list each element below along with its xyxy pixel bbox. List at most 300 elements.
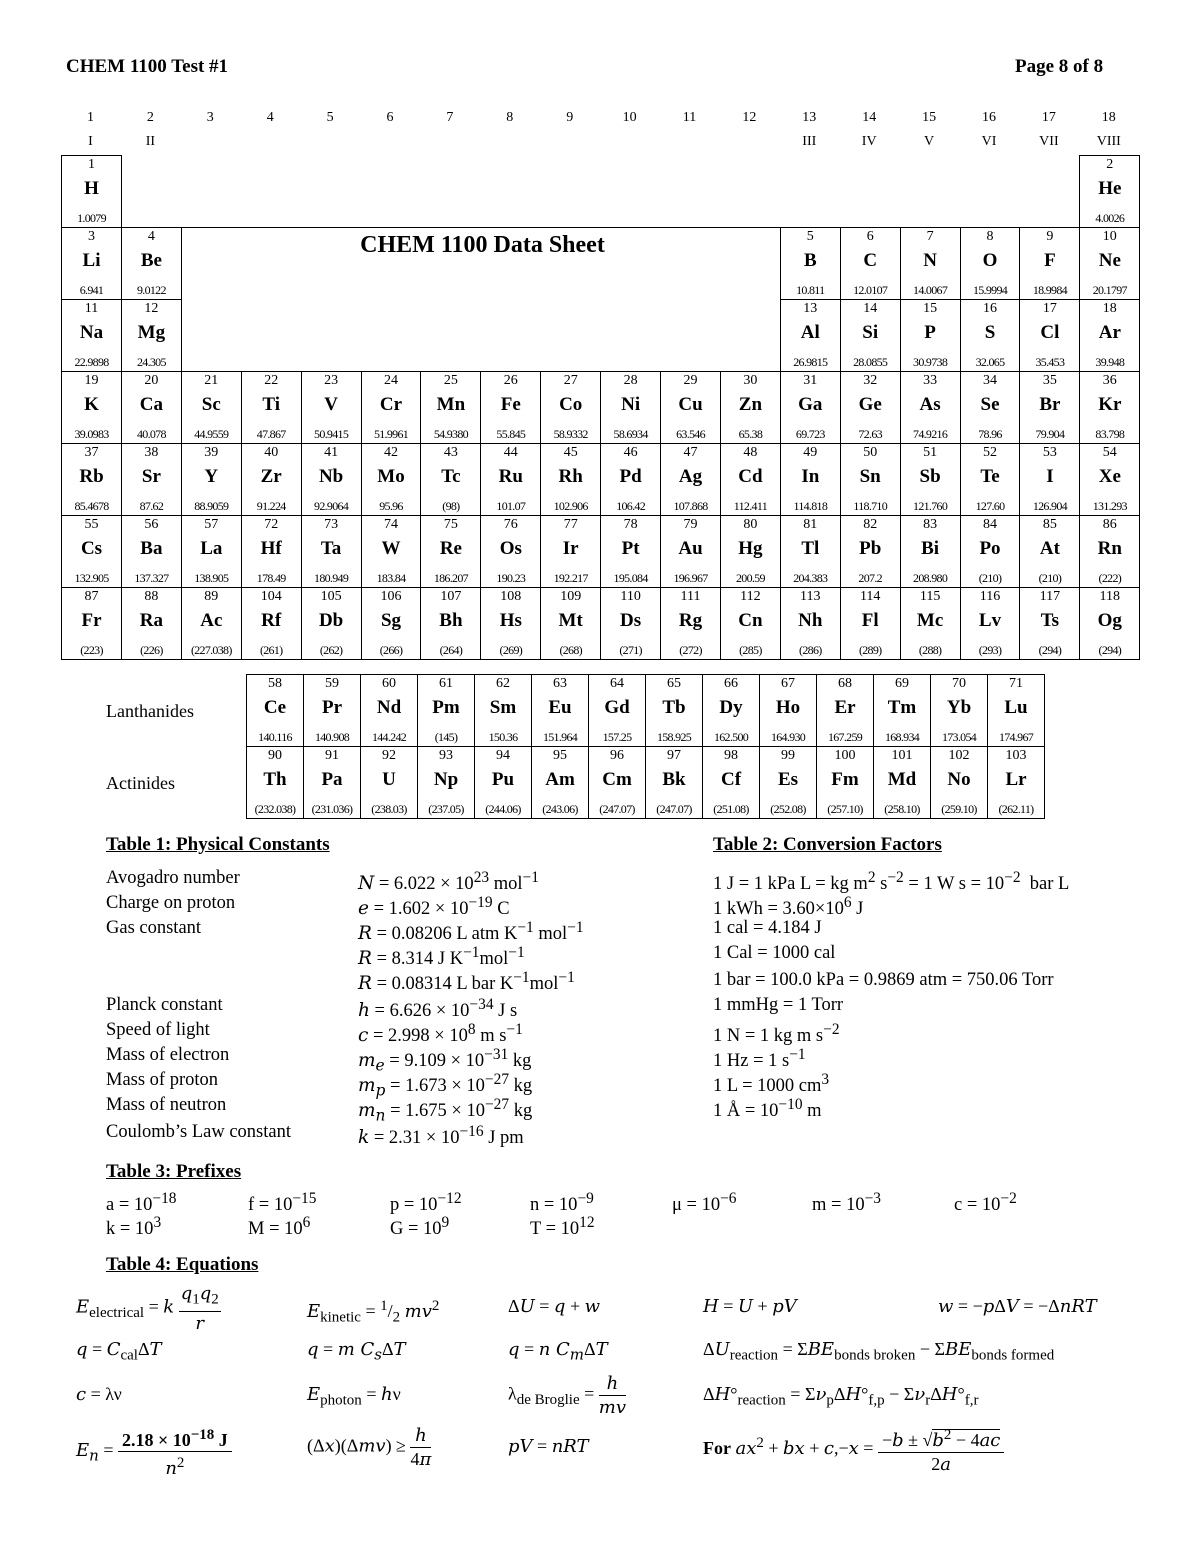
element-atomic-number: 87: [84, 589, 99, 604]
conversion-joule: 1 J = 1 kPa L = kg $m^2$ $s^{-2} = 1$ W $s = 10^{-2}$ bar L: [713, 869, 1070, 895]
prefix-atto: $a = 10^{-18}$: [106, 1190, 177, 1216]
element-mass: 30.9738: [913, 355, 948, 369]
element-mass: (251.08): [713, 802, 749, 816]
element-symbol: Ar: [1098, 322, 1121, 343]
element-mass: 74.9216: [913, 427, 948, 441]
element-atomic-number: 76: [503, 517, 518, 532]
element-atomic-number: 108: [500, 589, 522, 604]
element-symbol: Zn: [738, 394, 763, 415]
element-symbol: Lu: [1004, 697, 1028, 718]
element-mass: 144.242: [371, 730, 407, 744]
element-cell: [301, 587, 362, 660]
element-atomic-number: 59: [325, 676, 339, 691]
element-symbol: Mg: [137, 322, 166, 343]
table2-title: Table 2: Conversion Factors: [713, 834, 942, 855]
element-symbol: Fm: [831, 769, 859, 790]
element-cell: [61, 227, 122, 300]
element-cell: [1079, 587, 1140, 660]
element-symbol: Md: [887, 769, 917, 790]
element-symbol: Gd: [604, 697, 630, 718]
element-symbol: Sb: [919, 466, 941, 487]
element-symbol: Th: [263, 769, 287, 790]
header-page-number: Page 8 of 8: [1015, 56, 1104, 77]
element-symbol: Ba: [140, 538, 163, 559]
element-cell: [1079, 443, 1140, 516]
eq-photon-energy: $E_{photon} = h\nu$: [307, 1384, 401, 1409]
element-symbol: O: [982, 250, 998, 271]
element-cell: [660, 587, 721, 660]
element-atomic-number: 97: [667, 748, 681, 763]
element-atomic-number: 107: [440, 589, 462, 604]
constant-name: Charge on proton: [106, 893, 236, 913]
element-atomic-number: 18: [1102, 301, 1117, 316]
element-mass: 51.9961: [373, 427, 409, 441]
data-sheet-title: CHEM 1100 Data Sheet: [360, 232, 605, 258]
element-symbol: Ni: [621, 394, 641, 415]
gas-constant-atm-value: R = 0.08206 L atm $K^{-1}$ mol$^{-1}$: [358, 919, 584, 945]
element-atomic-number: 80: [743, 517, 758, 532]
prefix-femto: $f = 10^{-15}$: [248, 1190, 317, 1216]
eq-quadratic: For $ax^2$ + bx + c,−x = $\frac{-b \pm √b^2 - 4ac}{2a}$: [703, 1424, 1004, 1476]
element-mass: 55.845: [496, 427, 526, 441]
element-atomic-number: 72: [264, 517, 279, 532]
element-atomic-number: 29: [683, 373, 698, 388]
element-atomic-number: 58: [268, 676, 282, 691]
element-symbol: Ne: [1098, 250, 1121, 271]
actinides-label: Actinides: [106, 773, 175, 793]
element-mass: 157.25: [602, 730, 632, 744]
element-mass: 15.9994: [972, 283, 1008, 297]
element-mass: 174.967: [998, 730, 1034, 744]
element-mass: 4.0026: [1095, 211, 1125, 225]
element-atomic-number: 16: [983, 301, 997, 316]
element-atomic-number: 49: [803, 445, 818, 460]
element-symbol: Ho: [775, 697, 801, 718]
element-mass: (266): [379, 643, 403, 657]
element-symbol: Ac: [200, 610, 223, 631]
element-atomic-number: 6: [866, 229, 874, 244]
element-symbol: Te: [980, 466, 1000, 487]
constant-name: Avogadro number: [106, 868, 240, 888]
element-cell: [181, 371, 242, 444]
element-mass: 168.934: [884, 730, 920, 744]
element-atomic-number: 89: [204, 589, 219, 604]
element-atomic-number: 11: [84, 301, 99, 316]
element-symbol: Mn: [436, 394, 466, 415]
element-cell: [840, 227, 901, 300]
element-cell: [417, 674, 475, 747]
element-atomic-number: 55: [84, 517, 99, 532]
element-symbol: Ca: [139, 394, 163, 415]
element-mass: 6.941: [79, 283, 104, 297]
element-symbol: Rh: [558, 466, 583, 487]
element-mass: (247.07): [656, 802, 692, 816]
element-mass: 180.949: [314, 571, 349, 585]
element-symbol: Lv: [978, 610, 1002, 631]
element-cell: [301, 443, 362, 516]
element-cell: [181, 515, 242, 588]
element-atomic-number: 115: [919, 589, 941, 604]
element-atomic-number: 117: [1039, 589, 1061, 604]
element-cell: [417, 746, 475, 819]
element-atomic-number: 41: [324, 445, 339, 460]
element-cell: [1019, 371, 1080, 444]
element-atomic-number: 33: [923, 373, 938, 388]
element-atomic-number: 86: [1102, 517, 1117, 532]
element-atomic-number: 104: [260, 589, 282, 604]
group-roman: IV: [861, 134, 877, 149]
element-cell: [960, 227, 1021, 300]
element-atomic-number: 116: [979, 589, 1001, 604]
element-symbol: Rg: [678, 610, 703, 631]
element-atomic-number: 64: [610, 676, 624, 691]
element-atomic-number: 99: [781, 748, 795, 763]
element-mass: (261): [259, 643, 283, 657]
element-atomic-number: 70: [952, 676, 966, 691]
element-atomic-number: 106: [380, 589, 402, 604]
element-mass: 35.453: [1035, 355, 1065, 369]
element-symbol: Pu: [491, 769, 515, 790]
element-mass: (98): [442, 499, 460, 513]
element-mass: 114.818: [793, 499, 828, 513]
element-atomic-number: 52: [983, 445, 997, 460]
element-atomic-number: 95: [553, 748, 567, 763]
element-cell: [840, 371, 901, 444]
element-mass: 83.798: [1095, 427, 1125, 441]
gas-constant-j-value: R = 8.314 J $K^{-1}mol^{-1}$: [358, 944, 525, 970]
element-atomic-number: 13: [803, 301, 818, 316]
eq-ideal-gas: pV = nRT: [508, 1436, 589, 1457]
element-atomic-number: 40: [264, 445, 279, 460]
element-atomic-number: 98: [724, 748, 738, 763]
element-symbol: Ru: [498, 466, 523, 487]
element-atomic-number: 28: [623, 373, 638, 388]
planck-value: $h = 6.626 \times 10^{-34}$ J s: [358, 996, 518, 1022]
eq-de-broglie: $\lambda_{de Broglie}$ = $\frac{h}{mv}$: [508, 1373, 627, 1418]
element-mass: 87.62: [139, 499, 164, 513]
element-symbol: Sm: [489, 697, 517, 718]
element-cell: [780, 515, 841, 588]
element-symbol: Tm: [887, 697, 917, 718]
element-cell: [303, 746, 361, 819]
element-symbol: Hf: [260, 538, 282, 559]
element-atomic-number: 25: [443, 373, 458, 388]
element-symbol: Zr: [260, 466, 282, 487]
prefix-tera: $T = 10^{12}$: [530, 1214, 595, 1240]
element-mass: 50.9415: [314, 427, 349, 441]
element-cell: [361, 443, 422, 516]
group-roman: V: [924, 134, 935, 149]
group-number: 9: [566, 110, 574, 125]
group-number: 18: [1101, 110, 1116, 125]
element-atomic-number: 35: [1042, 373, 1057, 388]
element-mass: 32.065: [975, 355, 1005, 369]
element-mass: (210): [978, 571, 1002, 585]
element-cell: [1079, 155, 1140, 228]
element-atomic-number: 15: [923, 301, 938, 316]
element-symbol: Am: [545, 769, 575, 790]
element-symbol: Pd: [619, 466, 642, 487]
element-mass: 138.905: [194, 571, 229, 585]
element-cell: [360, 674, 418, 747]
element-mass: 10.811: [796, 283, 825, 297]
element-mass: 131.293: [1092, 499, 1127, 513]
element-symbol: Ga: [798, 394, 823, 415]
element-cell: [420, 587, 481, 660]
element-symbol: Bi: [921, 538, 940, 559]
element-mass: (262.11): [998, 802, 1034, 816]
element-atomic-number: 34: [983, 373, 997, 388]
element-mass: 39.0983: [74, 427, 109, 441]
element-atomic-number: 91: [325, 748, 339, 763]
element-atomic-number: 20: [144, 373, 159, 388]
element-mass: 164.930: [770, 730, 806, 744]
conversion-hertz: 1 Hz = 1 $s^{-1}$: [713, 1046, 806, 1072]
element-mass: 107.868: [673, 499, 708, 513]
group-number: 3: [206, 110, 214, 125]
element-cell: [420, 371, 481, 444]
element-mass: 91.224: [256, 499, 286, 513]
element-cell: [1019, 443, 1080, 516]
element-symbol: Mo: [377, 466, 405, 487]
element-mass: 26.9815: [793, 355, 828, 369]
lanthanides-label: Lanthanides: [106, 701, 194, 721]
element-mass: (271): [619, 643, 642, 657]
eq-bohr-energy: $E_n$ = $\frac{2.18 \times 10^{-18} J}{n^2}$: [76, 1424, 232, 1480]
element-mass: (226): [140, 643, 163, 657]
element-atomic-number: 74: [384, 517, 398, 532]
element-mass: 195.084: [613, 571, 648, 585]
element-atomic-number: 60: [382, 676, 396, 691]
element-atomic-number: 61: [439, 676, 453, 691]
element-cell: [360, 746, 418, 819]
element-cell: [780, 371, 841, 444]
element-atomic-number: 101: [891, 748, 913, 763]
eq-work: w = −pΔV = −ΔnRT: [938, 1296, 1097, 1317]
element-mass: 14.0067: [913, 283, 948, 297]
element-cell: [930, 746, 988, 819]
element-atomic-number: 93: [439, 748, 453, 763]
element-cell: [121, 443, 182, 516]
element-mass: (288): [918, 643, 942, 657]
element-mass: 118.710: [853, 499, 888, 513]
element-symbol: Db: [318, 610, 344, 631]
element-symbol: F: [1044, 250, 1056, 271]
element-mass: 121.760: [913, 499, 948, 513]
element-atomic-number: 1: [88, 157, 95, 172]
element-symbol: Fe: [500, 394, 521, 415]
element-cell: [1019, 587, 1080, 660]
element-cell: [246, 674, 304, 747]
group-number: 16: [982, 110, 996, 125]
element-mass: 69.723: [795, 427, 825, 441]
element-cell: [301, 371, 362, 444]
element-mass: 28.0855: [853, 355, 888, 369]
element-cell: [1079, 299, 1140, 372]
element-symbol: Cs: [80, 538, 103, 559]
element-cell: [1079, 227, 1140, 300]
element-mass: (286): [799, 643, 822, 657]
element-cell: [301, 515, 362, 588]
element-mass: (257.10): [827, 802, 863, 816]
element-mass: 58.6934: [613, 427, 648, 441]
element-cell: [987, 674, 1045, 747]
element-mass: 162.500: [713, 730, 749, 744]
element-mass: 88.9059: [194, 499, 229, 513]
electron-mass-value: $m_e = 9.109 \times 10^{-31}$ kg: [358, 1046, 532, 1075]
element-symbol: Og: [1097, 610, 1122, 631]
element-symbol: Nd: [376, 697, 402, 718]
element-cell: [474, 746, 532, 819]
element-mass: (238.03): [371, 802, 407, 816]
element-atomic-number: 2: [1106, 157, 1114, 172]
element-mass: 92.9064: [314, 499, 349, 513]
element-mass: (232.038): [254, 802, 296, 816]
element-symbol: Sn: [859, 466, 881, 487]
element-mass: 167.259: [827, 730, 863, 744]
element-cell: [960, 443, 1021, 516]
element-atomic-number: 79: [683, 517, 698, 532]
element-cell: [780, 587, 841, 660]
element-symbol: Sg: [380, 610, 402, 631]
element-symbol: Nh: [798, 610, 823, 631]
element-symbol: Tl: [801, 538, 820, 559]
element-atomic-number: 45: [563, 445, 578, 460]
element-mass: 47.867: [256, 427, 286, 441]
constant-name: Mass of proton: [106, 1070, 219, 1090]
element-mass: 79.904: [1035, 427, 1065, 441]
element-mass: (252.08): [770, 802, 806, 816]
conversion-liter: 1 L = 1000 $cm^3$: [713, 1071, 830, 1097]
element-mass: 127.60: [975, 499, 1005, 513]
element-mass: (210): [1038, 571, 1062, 585]
element-mass: 140.116: [258, 730, 292, 744]
element-atomic-number: 92: [382, 748, 396, 763]
element-mass: 158.925: [656, 730, 692, 744]
element-atomic-number: 21: [204, 373, 219, 388]
element-cell: [960, 587, 1021, 660]
element-symbol: Dy: [719, 697, 743, 718]
group-roman: VIII: [1096, 134, 1121, 149]
element-atomic-number: 7: [926, 229, 934, 244]
element-cell: [1079, 371, 1140, 444]
element-mass: 200.59: [735, 571, 765, 585]
element-symbol: Cd: [738, 466, 763, 487]
neutron-mass-value: $m_n = 1.675 \times 10^{-27}$ kg: [358, 1096, 533, 1125]
element-symbol: Rn: [1097, 538, 1122, 559]
eq-kinetic-energy: $E_{kinetic} = ^1/_2$ $mv^2$: [307, 1298, 440, 1326]
element-cell: [121, 515, 182, 588]
element-cell: [61, 515, 122, 588]
element-mass: 151.964: [542, 730, 578, 744]
element-cell: [873, 674, 931, 747]
element-cell: [900, 299, 961, 372]
element-symbol: Pa: [321, 769, 343, 790]
element-atomic-number: 27: [563, 373, 578, 388]
element-symbol: At: [1039, 538, 1060, 559]
element-symbol: Cu: [678, 394, 703, 415]
element-atomic-number: 67: [781, 676, 795, 691]
element-atomic-number: 31: [803, 373, 818, 388]
element-atomic-number: 113: [800, 589, 821, 604]
element-cell: [840, 443, 901, 516]
element-cell: [531, 674, 589, 747]
element-cell: [1019, 227, 1080, 300]
proton-charge-value: $e = 1.602 \times 10^{-19}$ C: [358, 894, 510, 920]
element-cell: [759, 746, 817, 819]
element-mass: (269): [499, 643, 523, 657]
element-mass: 190.23: [496, 571, 526, 585]
element-symbol: Ag: [678, 466, 703, 487]
element-atomic-number: 44: [503, 445, 518, 460]
eq-hess: $\Delta H^\circ_{reaction} = \Sigma\nu_p\Delta H^\circ_{f,p} - \Sigma\nu_r\Delta H^\circ_{f,r}$: [703, 1384, 979, 1409]
element-mass: 183.84: [376, 571, 406, 585]
element-atomic-number: 8: [986, 229, 994, 244]
conversion-mmhg: 1 mmHg = 1 Torr: [713, 995, 844, 1015]
conversion-cal-big: 1 Cal = 1000 cal: [713, 943, 836, 963]
element-symbol: Na: [79, 322, 104, 343]
element-mass: 9.0122: [136, 283, 166, 297]
element-atomic-number: 57: [204, 517, 219, 532]
element-cell: [540, 587, 601, 660]
element-mass: 173.054: [941, 730, 977, 744]
element-atomic-number: 22: [264, 373, 279, 388]
element-atomic-number: 39: [204, 445, 219, 460]
element-cell: [600, 371, 661, 444]
group-number: 12: [742, 110, 757, 125]
element-cell: [1079, 515, 1140, 588]
element-cell: [181, 587, 242, 660]
avogadro-value: $N = 6.022 \times 10^{23}$ mol$^{-1}$: [358, 869, 539, 895]
element-cell: [840, 299, 901, 372]
element-symbol: He: [1098, 178, 1122, 199]
proton-mass-value: $m_p = 1.673 \times 10^{-27}$ kg: [358, 1071, 533, 1100]
element-atomic-number: 19: [84, 373, 99, 388]
element-mass: 58.9332: [553, 427, 588, 441]
eq-uncertainty: (Δx)(Δmv) ≥ $\frac{h}{4\pi}$: [307, 1425, 432, 1470]
element-cell: [987, 746, 1045, 819]
constant-name: Planck constant: [106, 995, 223, 1015]
element-atomic-number: 26: [503, 373, 518, 388]
eq-specific-heat: q = m $C_s\Delta T$: [307, 1339, 406, 1364]
element-atomic-number: 88: [144, 589, 159, 604]
element-mass: 101.07: [496, 499, 526, 513]
element-symbol: Pt: [621, 538, 640, 559]
element-atomic-number: 77: [563, 517, 578, 532]
element-atomic-number: 83: [923, 517, 938, 532]
element-mass: 18.9984: [1032, 283, 1067, 297]
element-cell: [702, 746, 760, 819]
element-symbol: Os: [499, 538, 522, 559]
element-symbol: Si: [862, 322, 879, 343]
element-symbol: Nb: [318, 466, 344, 487]
group-number: 10: [622, 110, 637, 125]
element-atomic-number: 53: [1042, 445, 1057, 460]
element-atomic-number: 105: [320, 589, 342, 604]
element-atomic-number: 43: [443, 445, 458, 460]
conversion-newton: 1 N = 1 kg m $s^{-2}$: [713, 1021, 840, 1047]
element-atomic-number: 65: [667, 676, 681, 691]
element-symbol: Bh: [439, 610, 463, 631]
conversion-angstrom: 1 Å = $10^{-10}$ m: [713, 1096, 822, 1122]
element-cell: [780, 299, 841, 372]
element-atomic-number: 30: [743, 373, 758, 388]
element-atomic-number: 96: [610, 748, 624, 763]
element-symbol: Sc: [201, 394, 221, 415]
element-symbol: Lr: [1005, 769, 1027, 790]
element-mass: (247.07): [599, 802, 635, 816]
element-cell: [600, 443, 661, 516]
